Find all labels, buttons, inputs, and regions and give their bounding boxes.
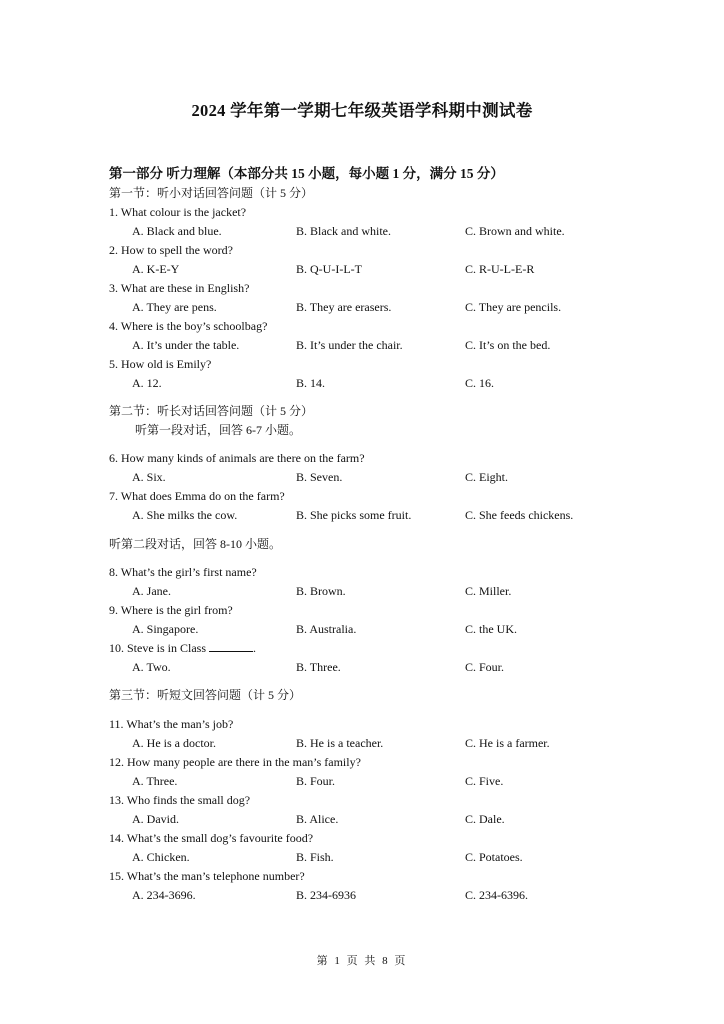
spacer <box>109 393 609 402</box>
question-stem: 9. Where is the girl from? <box>109 603 233 617</box>
option-a: A. Two. <box>132 660 171 674</box>
option-c: C. the UK. <box>465 622 517 636</box>
question-options <box>109 582 609 601</box>
part1-heading: 第一部分 听力理解（本部分共 15 小题，每小题 1 分，满分 15 分） <box>109 166 504 181</box>
question-3 <box>109 279 609 317</box>
question-12 <box>109 753 609 791</box>
option-b: B. 234-6936 <box>296 888 356 902</box>
option-a: A. It’s under the table. <box>132 338 240 352</box>
option-c: C. 234-6396. <box>465 888 528 902</box>
question-stem <box>109 639 609 658</box>
option-a: A. 234-3696. <box>132 888 196 902</box>
option-a: A. Three. <box>132 774 178 788</box>
option-a: A. David. <box>132 812 179 826</box>
question-options <box>109 734 609 753</box>
spacer <box>109 705 609 715</box>
option-c: C. He is a farmer. <box>465 736 550 750</box>
question-stem-suffix: . <box>253 641 257 655</box>
option-c: C. Dale. <box>465 812 505 826</box>
option-c: C. Eight. <box>465 470 509 484</box>
option-a: A. Jane. <box>132 584 171 598</box>
option-b: B. They are erasers. <box>296 300 392 314</box>
option-a: A. Chicken. <box>132 850 190 864</box>
question-6 <box>109 449 609 487</box>
question-stem: 5. How old is Emily? <box>109 357 212 371</box>
section2-heading: 第二节：听长对话回答问题（计 5 分） <box>109 404 314 418</box>
option-c: C. She feeds chickens. <box>465 508 574 522</box>
spacer <box>109 677 609 686</box>
option-a: A. He is a doctor. <box>132 736 216 750</box>
option-b: B. Seven. <box>296 470 343 484</box>
option-b: B. Q-U-I-L-T <box>296 262 362 276</box>
question-options <box>109 886 609 905</box>
question-options <box>109 506 609 525</box>
exam-title: 2024 学年第一学期七年级英语学科期中测试卷 <box>191 101 533 120</box>
question-options <box>109 222 609 241</box>
spacer <box>109 525 609 535</box>
question-8 <box>109 563 609 601</box>
option-b: B. Three. <box>296 660 341 674</box>
option-b: B. Brown. <box>296 584 346 598</box>
question-options <box>109 848 609 867</box>
option-a: A. Singapore. <box>132 622 199 636</box>
option-b: B. It’s under the chair. <box>296 338 403 352</box>
question-options <box>109 810 609 829</box>
question-7 <box>109 487 609 525</box>
question-stem-prefix: 10. Steve is in Class <box>109 641 207 655</box>
option-b: B. She picks some fruit. <box>296 508 412 522</box>
question-14 <box>109 829 609 867</box>
option-a: A. K-E-Y <box>132 262 180 276</box>
option-a: A. She milks the cow. <box>132 508 238 522</box>
question-stem: 15. What’s the man’s telephone number? <box>109 869 305 883</box>
exam-content <box>109 164 609 905</box>
question-stem: 2. How to spell the word? <box>109 243 233 257</box>
section1-heading: 第一节：听小对话回答问题（计 5 分） <box>109 186 314 200</box>
option-b: B. He is a teacher. <box>296 736 384 750</box>
spacer <box>109 440 609 449</box>
question-stem: 11. What’s the man’s job? <box>109 717 234 731</box>
option-c: C. Miller. <box>465 584 512 598</box>
question-options <box>109 468 609 487</box>
question-options <box>109 336 609 355</box>
option-b: B. Black and white. <box>296 224 391 238</box>
question-stem: 4. Where is the boy’s schoolbag? <box>109 319 268 333</box>
option-c: C. R-U-L-E-R <box>465 262 535 276</box>
option-c: C. Five. <box>465 774 504 788</box>
question-13 <box>109 791 609 829</box>
question-5 <box>109 355 609 393</box>
question-options <box>109 374 609 393</box>
option-a: A. Six. <box>132 470 166 484</box>
question-stem: 6. How many kinds of animals are there on the farm? <box>109 451 365 465</box>
option-c: C. Brown and white. <box>465 224 565 238</box>
question-15 <box>109 867 609 905</box>
option-a: A. 12. <box>132 376 162 390</box>
answer-blank <box>209 641 253 652</box>
question-options <box>109 620 609 639</box>
option-c: C. Potatoes. <box>465 850 523 864</box>
question-options <box>109 260 609 279</box>
question-2 <box>109 241 609 279</box>
option-c: C. They are pencils. <box>465 300 562 314</box>
section2-instruction-2: 听第二段对话，回答 8-10 小题。 <box>109 537 281 551</box>
question-stem: 14. What’s the small dog’s favourite food? <box>109 831 314 845</box>
question-4 <box>109 317 609 355</box>
question-stem: 7. What does Emma do on the farm? <box>109 489 285 503</box>
question-10 <box>109 639 609 677</box>
question-1 <box>109 203 609 241</box>
page-number-footer: 第 1 页 共 8 页 <box>316 955 408 967</box>
question-9 <box>109 601 609 639</box>
spacer <box>109 554 609 563</box>
question-11 <box>109 715 609 753</box>
option-c: C. It’s on the bed. <box>465 338 551 352</box>
question-options <box>109 658 609 677</box>
option-b: B. Fish. <box>296 850 334 864</box>
option-b: B. Australia. <box>296 622 357 636</box>
question-stem: 3. What are these in English? <box>109 281 250 295</box>
question-stem: 13. Who finds the small dog? <box>109 793 251 807</box>
option-b: B. Alice. <box>296 812 339 826</box>
question-stem: 1. What colour is the jacket? <box>109 205 247 219</box>
question-options <box>109 298 609 317</box>
option-b: B. 14. <box>296 376 326 390</box>
section3-heading: 第三节：听短文回答问题（计 5 分） <box>109 688 302 702</box>
question-stem: 12. How many people are there in the man’s family? <box>109 755 361 769</box>
question-stem: 8. What’s the girl’s first name? <box>109 565 257 579</box>
option-a: A. They are pens. <box>132 300 217 314</box>
option-c: C. 16. <box>465 376 495 390</box>
option-c: C. Four. <box>465 660 505 674</box>
option-b: B. Four. <box>296 774 336 788</box>
question-options <box>109 772 609 791</box>
section2-instruction-1: 听第一段对话，回答 6-7 小题。 <box>135 423 301 437</box>
option-a: A. Black and blue. <box>132 224 222 238</box>
